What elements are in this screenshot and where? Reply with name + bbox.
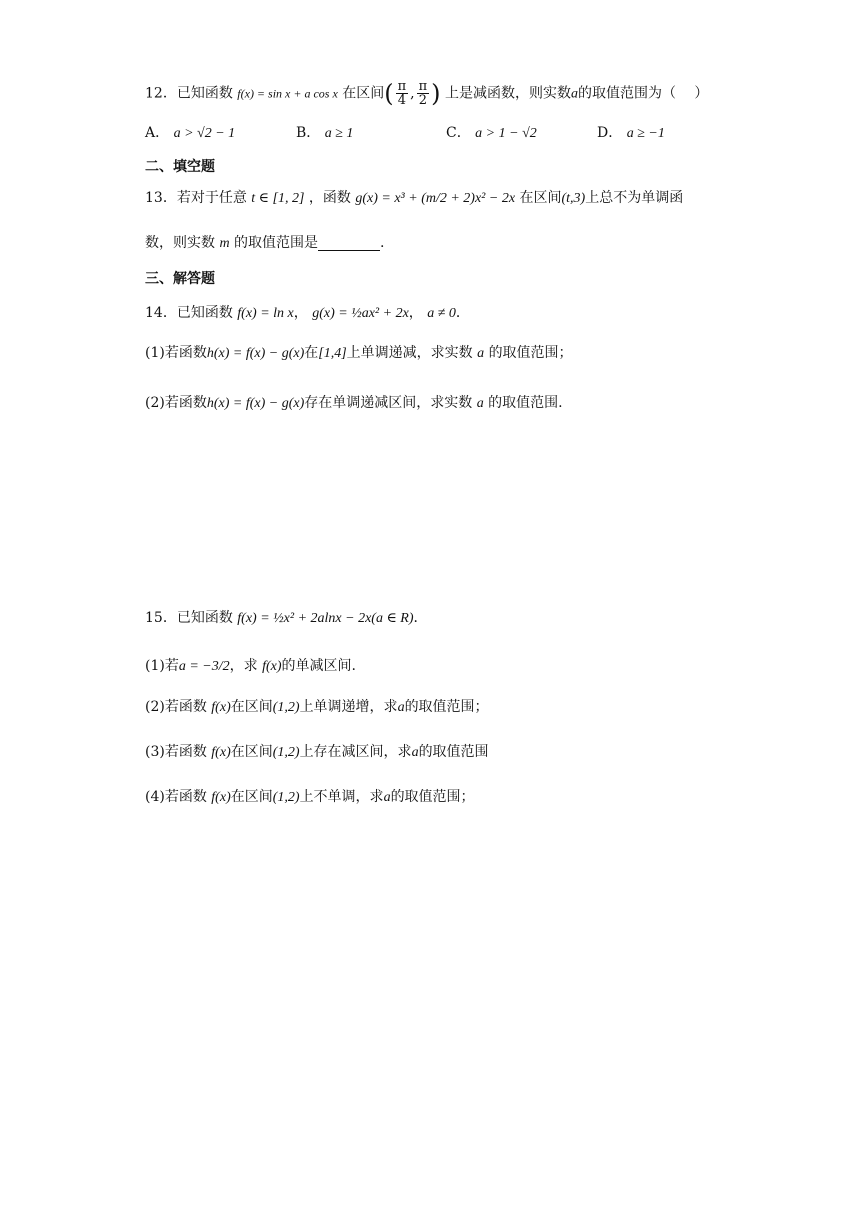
question-14-part-2 bbox=[145, 396, 563, 411]
question-text: ，函数 bbox=[308, 190, 351, 206]
question-text: 若函数 bbox=[164, 744, 207, 760]
option-a[interactable] bbox=[145, 122, 235, 142]
paren: ( bbox=[384, 79, 394, 108]
question-12: 12．已知函数 f(x) = sin x + a cos x 在区间( $\frac{\pi}{4}$ , $\frac{\pi}{2}$ ) 上是减函数，则实数a的取值范围为（ ） bbox=[145, 79, 709, 108]
part-label: (4) bbox=[145, 789, 165, 805]
variable: a bbox=[397, 700, 405, 715]
punctuation: . bbox=[380, 235, 385, 251]
question-15-part-3 bbox=[145, 745, 489, 760]
variable: a bbox=[476, 396, 484, 411]
question-number: 12． bbox=[145, 85, 177, 102]
function-ref: f(x) bbox=[211, 790, 231, 805]
question-text: 在区间 bbox=[230, 744, 273, 760]
question-text: 在区间 bbox=[342, 85, 385, 102]
interval-math: (1,2) bbox=[272, 790, 300, 805]
function-ref: f(x) bbox=[262, 659, 282, 674]
option-c[interactable] bbox=[446, 122, 537, 142]
question-text: 已知函数 bbox=[176, 610, 233, 626]
question-text: 的取值范围； bbox=[404, 699, 489, 715]
question-text: 的取值范围为（ ） bbox=[577, 85, 709, 102]
question-text: 若函数 bbox=[164, 395, 207, 411]
condition-math: a = −3/2 bbox=[178, 659, 230, 674]
question-text: 已知函数 bbox=[176, 305, 233, 321]
function-definition: g(x) = x³ + (m/2 + 2)x² − 2x bbox=[355, 191, 516, 206]
option-math: a ≥ −1 bbox=[626, 126, 665, 141]
condition-math: a ≠ 0 bbox=[427, 306, 456, 321]
question-text: 上不单调，求 bbox=[299, 789, 384, 805]
option-label: A． bbox=[145, 125, 170, 141]
question-text: 若 bbox=[164, 658, 179, 674]
question-number: 15． bbox=[145, 610, 177, 626]
question-15-part-4 bbox=[145, 790, 475, 805]
answer-blank[interactable] bbox=[318, 236, 380, 251]
question-number: 13． bbox=[145, 190, 177, 206]
variable: a bbox=[477, 346, 485, 361]
denominator: 4 bbox=[397, 93, 407, 108]
expression: h(x) = f(x) − g(x) bbox=[206, 346, 305, 361]
question-text: 若函数 bbox=[164, 789, 207, 805]
question-text: 上总不为单调函 bbox=[585, 190, 684, 206]
option-math: a > 1 − √2 bbox=[475, 126, 537, 141]
question-text: 上存在减区间，求 bbox=[299, 744, 412, 760]
variable: m bbox=[219, 236, 230, 251]
question-text: 的取值范围是 bbox=[234, 235, 319, 251]
section-heading-fill-in: 二、填空题 bbox=[145, 159, 215, 175]
option-b[interactable] bbox=[296, 122, 353, 142]
part-label: (1) bbox=[145, 345, 165, 361]
interval-math: (1,2) bbox=[272, 745, 300, 760]
question-text: 的取值范围. bbox=[488, 395, 563, 411]
option-d[interactable] bbox=[597, 122, 665, 142]
question-text: 的取值范围； bbox=[488, 345, 573, 361]
question-text: 若对于任意 bbox=[176, 190, 247, 206]
question-text: 若函数 bbox=[164, 699, 207, 715]
question-14: 14．已知函数 f(x) = ln x， g(x) = ½ax² + 2x， a ≠ 0． bbox=[145, 305, 470, 321]
question-text: ，求 bbox=[229, 658, 258, 674]
option-math: a > √2 − 1 bbox=[173, 126, 236, 141]
question-15-part-2 bbox=[145, 700, 489, 715]
question-text: 上单调递减，求实数 bbox=[346, 345, 473, 361]
variable: a bbox=[383, 790, 391, 805]
function-definition: f(x) = ½x² + 2alnx − 2x bbox=[237, 611, 372, 626]
question-text: 在区间 bbox=[230, 699, 273, 715]
part-label: (2) bbox=[145, 699, 165, 715]
question-15-part-1 bbox=[145, 659, 356, 674]
interval-math: (t,3) bbox=[561, 191, 586, 206]
question-text: 若函数 bbox=[164, 345, 207, 361]
question-text: 在区间 bbox=[230, 789, 273, 805]
fraction bbox=[396, 80, 409, 107]
question-text: 的取值范围 bbox=[418, 744, 489, 760]
question-13 bbox=[145, 191, 683, 206]
function-definition: f(x) = ln x bbox=[237, 306, 294, 321]
question-text: 上是减函数，则实数 bbox=[444, 85, 571, 102]
variable: a bbox=[411, 745, 419, 760]
variable: a bbox=[570, 86, 578, 102]
question-14-part-1 bbox=[145, 346, 573, 361]
paren: ) bbox=[431, 79, 441, 108]
question-text: 数，则实数 bbox=[145, 235, 215, 251]
numerator: π bbox=[418, 79, 428, 94]
question-text: 存在单调递减区间，求实数 bbox=[304, 395, 473, 411]
question-text: 的取值范围； bbox=[390, 789, 475, 805]
function-ref: f(x) bbox=[211, 700, 231, 715]
fraction bbox=[417, 80, 430, 107]
domain-math: (a ∈ R) bbox=[371, 611, 414, 626]
option-label: C． bbox=[446, 125, 471, 141]
interval-math: (1,2) bbox=[272, 700, 300, 715]
question-text: 上单调递增，求 bbox=[299, 699, 398, 715]
question-text: 在 bbox=[304, 345, 319, 361]
denominator: 2 bbox=[418, 93, 428, 108]
section-heading-answer: 三、解答题 bbox=[145, 271, 215, 287]
interval-math: [1,4] bbox=[318, 346, 347, 361]
option-label: B． bbox=[296, 125, 321, 141]
question-number: 14． bbox=[145, 305, 177, 321]
part-label: (3) bbox=[145, 744, 165, 760]
function-definition: g(x) = ½ax² + 2x bbox=[312, 306, 409, 321]
question-text: 在区间 bbox=[519, 190, 562, 206]
function-ref: f(x) bbox=[211, 745, 231, 760]
function-definition: f(x) = sin x + a cos x bbox=[237, 86, 338, 101]
expression: h(x) = f(x) − g(x) bbox=[206, 396, 305, 411]
part-label: (2) bbox=[145, 395, 165, 411]
question-15: 15．已知函数 f(x) = ½x² + 2alnx − 2x(a ∈ R)． bbox=[145, 610, 428, 626]
part-label: (1) bbox=[145, 658, 165, 674]
question-text: 的单减区间. bbox=[281, 658, 356, 674]
option-label: D． bbox=[597, 125, 623, 141]
option-math: a ≥ 1 bbox=[324, 126, 354, 141]
numerator: π bbox=[397, 79, 407, 94]
question-13-line2 bbox=[145, 236, 384, 251]
question-text: 已知函数 bbox=[176, 85, 233, 102]
condition-math: t ∈ [1, 2] bbox=[251, 191, 305, 206]
